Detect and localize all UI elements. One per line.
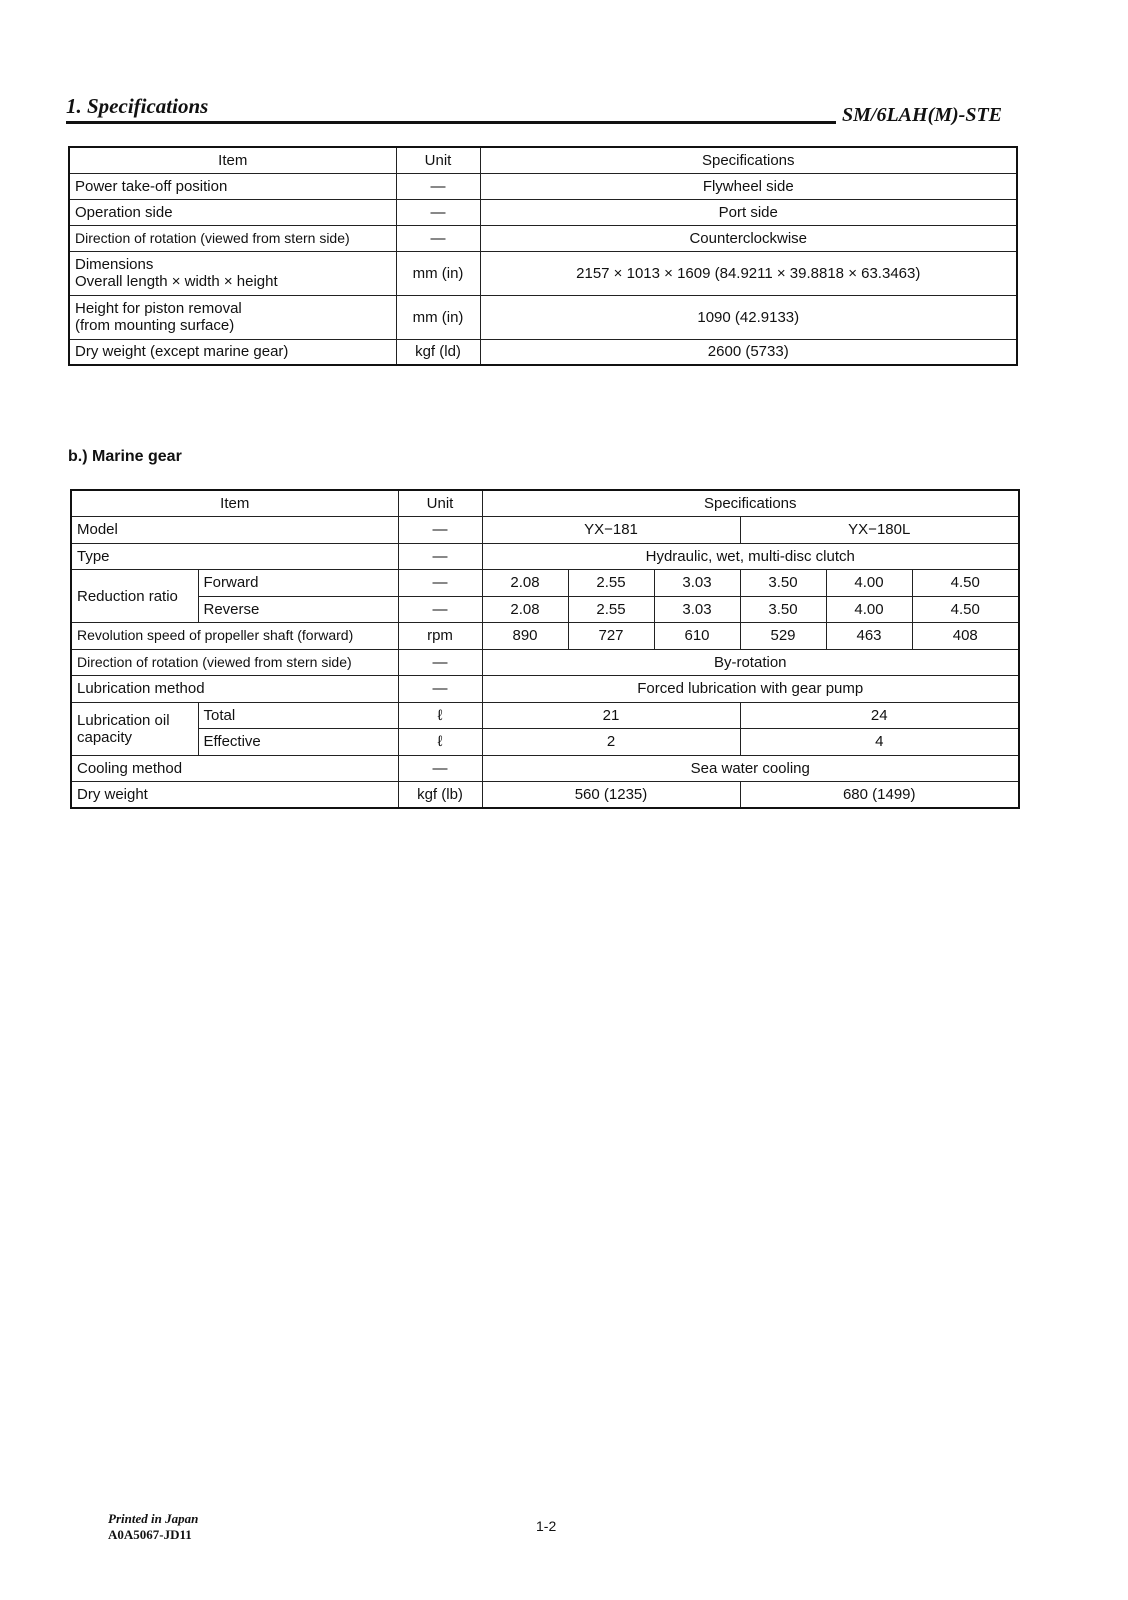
table-row — [69, 251, 1017, 295]
header-spec: Specifications — [482, 490, 1019, 517]
row-value: Sea water cooling — [482, 755, 1019, 782]
row-item: Dry weight (except marine gear) — [69, 339, 396, 365]
table-row — [71, 755, 1019, 782]
row-item: Type — [71, 543, 398, 570]
engine-spec-table — [68, 146, 1018, 366]
row-unit: — — [398, 649, 482, 676]
marine-gear-heading: b.) Marine gear — [68, 448, 182, 465]
row-item-line: Dimensions — [75, 256, 154, 273]
table-row — [69, 339, 1017, 365]
printed-in-label: Printed in Japan — [108, 1511, 199, 1526]
revolution-speed: 890 — [482, 623, 568, 650]
row-unit: — — [398, 596, 482, 623]
marine-gear-spec-table — [70, 489, 1020, 809]
oil-total-yx180l: 24 — [740, 702, 1019, 729]
header-spec: Specifications — [480, 147, 1017, 173]
table-row — [71, 517, 1019, 544]
row-unit: — — [396, 173, 480, 199]
row-unit: — — [398, 676, 482, 703]
row-item-line: Height for piston removal — [75, 300, 242, 317]
model-yx181: YX−181 — [482, 517, 740, 544]
table-header-row — [69, 147, 1017, 173]
row-item: Direction of rotation (viewed from stern side) — [71, 649, 398, 676]
page-number: 1-2 — [536, 1518, 557, 1534]
row-subitem: Forward — [198, 570, 398, 597]
forward-ratio: 2.08 — [482, 570, 568, 597]
header-rule — [66, 121, 836, 124]
table-row — [71, 702, 1019, 729]
row-unit: — — [396, 225, 480, 251]
table-row — [71, 570, 1019, 597]
model-yx180l: YX−180L — [740, 517, 1019, 544]
row-unit: — — [396, 199, 480, 225]
table-row — [71, 623, 1019, 650]
row-spec: 1090 (42.9133) — [480, 295, 1017, 339]
table-row — [71, 729, 1019, 756]
row-subitem: Total — [198, 702, 398, 729]
row-item: Cooling method — [71, 755, 398, 782]
oil-effective-yx180l: 4 — [740, 729, 1019, 756]
row-subitem: Reverse — [198, 596, 398, 623]
footer-print-info — [108, 1511, 198, 1543]
oil-effective-yx181: 2 — [482, 729, 740, 756]
row-value: Forced lubrication with gear pump — [482, 676, 1019, 703]
row-unit: ℓ — [398, 702, 482, 729]
table-row — [71, 596, 1019, 623]
forward-ratio: 2.55 — [568, 570, 654, 597]
table-row — [71, 649, 1019, 676]
row-item — [69, 251, 396, 295]
reverse-ratio: 4.50 — [912, 596, 1019, 623]
header-unit: Unit — [396, 147, 480, 173]
dry-weight-yx180l: 680 (1499) — [740, 782, 1019, 809]
row-unit: — — [398, 570, 482, 597]
oil-total-yx181: 21 — [482, 702, 740, 729]
row-unit: mm (in) — [396, 295, 480, 339]
model-heading: SM/6LAH(M)-STE — [842, 104, 1003, 126]
forward-ratio: 3.50 — [740, 570, 826, 597]
dry-weight-yx181: 560 (1235) — [482, 782, 740, 809]
row-unit: — — [398, 517, 482, 544]
revolution-speed: 727 — [568, 623, 654, 650]
row-unit: kgf (ld) — [396, 339, 480, 365]
row-unit: — — [398, 755, 482, 782]
row-subitem: Effective — [198, 729, 398, 756]
row-item: Direction of rotation (viewed from stern side) — [69, 225, 396, 251]
revolution-speed: 529 — [740, 623, 826, 650]
reverse-ratio: 4.00 — [826, 596, 912, 623]
header-item: Item — [69, 147, 396, 173]
row-spec: Flywheel side — [480, 173, 1017, 199]
row-value: By-rotation — [482, 649, 1019, 676]
row-item: Lubrication method — [71, 676, 398, 703]
row-spec: Counterclockwise — [480, 225, 1017, 251]
row-unit: ℓ — [398, 729, 482, 756]
row-unit: rpm — [398, 623, 482, 650]
revolution-speed: 610 — [654, 623, 740, 650]
row-item-line: (from mounting surface) — [75, 317, 235, 334]
table-row — [69, 295, 1017, 339]
row-item — [69, 295, 396, 339]
row-unit: — — [398, 543, 482, 570]
row-item: Model — [71, 517, 398, 544]
table-row — [69, 199, 1017, 225]
row-spec: Port side — [480, 199, 1017, 225]
table-row — [71, 782, 1019, 809]
section-heading: 1. Specifications — [66, 94, 209, 118]
row-item: Revolution speed of propeller shaft (forward) — [71, 623, 398, 650]
row-unit: mm (in) — [396, 251, 480, 295]
row-item: Lubrication oil capacity — [71, 702, 198, 755]
row-unit: kgf (lb) — [398, 782, 482, 809]
forward-ratio: 4.50 — [912, 570, 1019, 597]
table-row — [71, 543, 1019, 570]
forward-ratio: 3.03 — [654, 570, 740, 597]
reverse-ratio: 3.03 — [654, 596, 740, 623]
header-item: Item — [71, 490, 398, 517]
row-item: Reduction ratio — [71, 570, 198, 623]
row-value: Hydraulic, wet, multi-disc clutch — [482, 543, 1019, 570]
forward-ratio: 4.00 — [826, 570, 912, 597]
revolution-speed: 463 — [826, 623, 912, 650]
reverse-ratio: 2.55 — [568, 596, 654, 623]
row-spec: 2157 × 1013 × 1609 (84.9211 × 39.8818 × 63.3463) — [480, 251, 1017, 295]
header-unit: Unit — [398, 490, 482, 517]
document-code: A0A5067-JD11 — [108, 1527, 192, 1542]
row-item-line: Overall length × width × height — [75, 273, 278, 290]
row-item: Operation side — [69, 199, 396, 225]
reverse-ratio: 3.50 — [740, 596, 826, 623]
table-header-row — [71, 490, 1019, 517]
revolution-speed: 408 — [912, 623, 1019, 650]
row-item: Power take-off position — [69, 173, 396, 199]
row-spec: 2600 (5733) — [480, 339, 1017, 365]
table-row — [71, 676, 1019, 703]
table-row — [69, 225, 1017, 251]
table-row — [69, 173, 1017, 199]
row-item: Dry weight — [71, 782, 398, 809]
reverse-ratio: 2.08 — [482, 596, 568, 623]
